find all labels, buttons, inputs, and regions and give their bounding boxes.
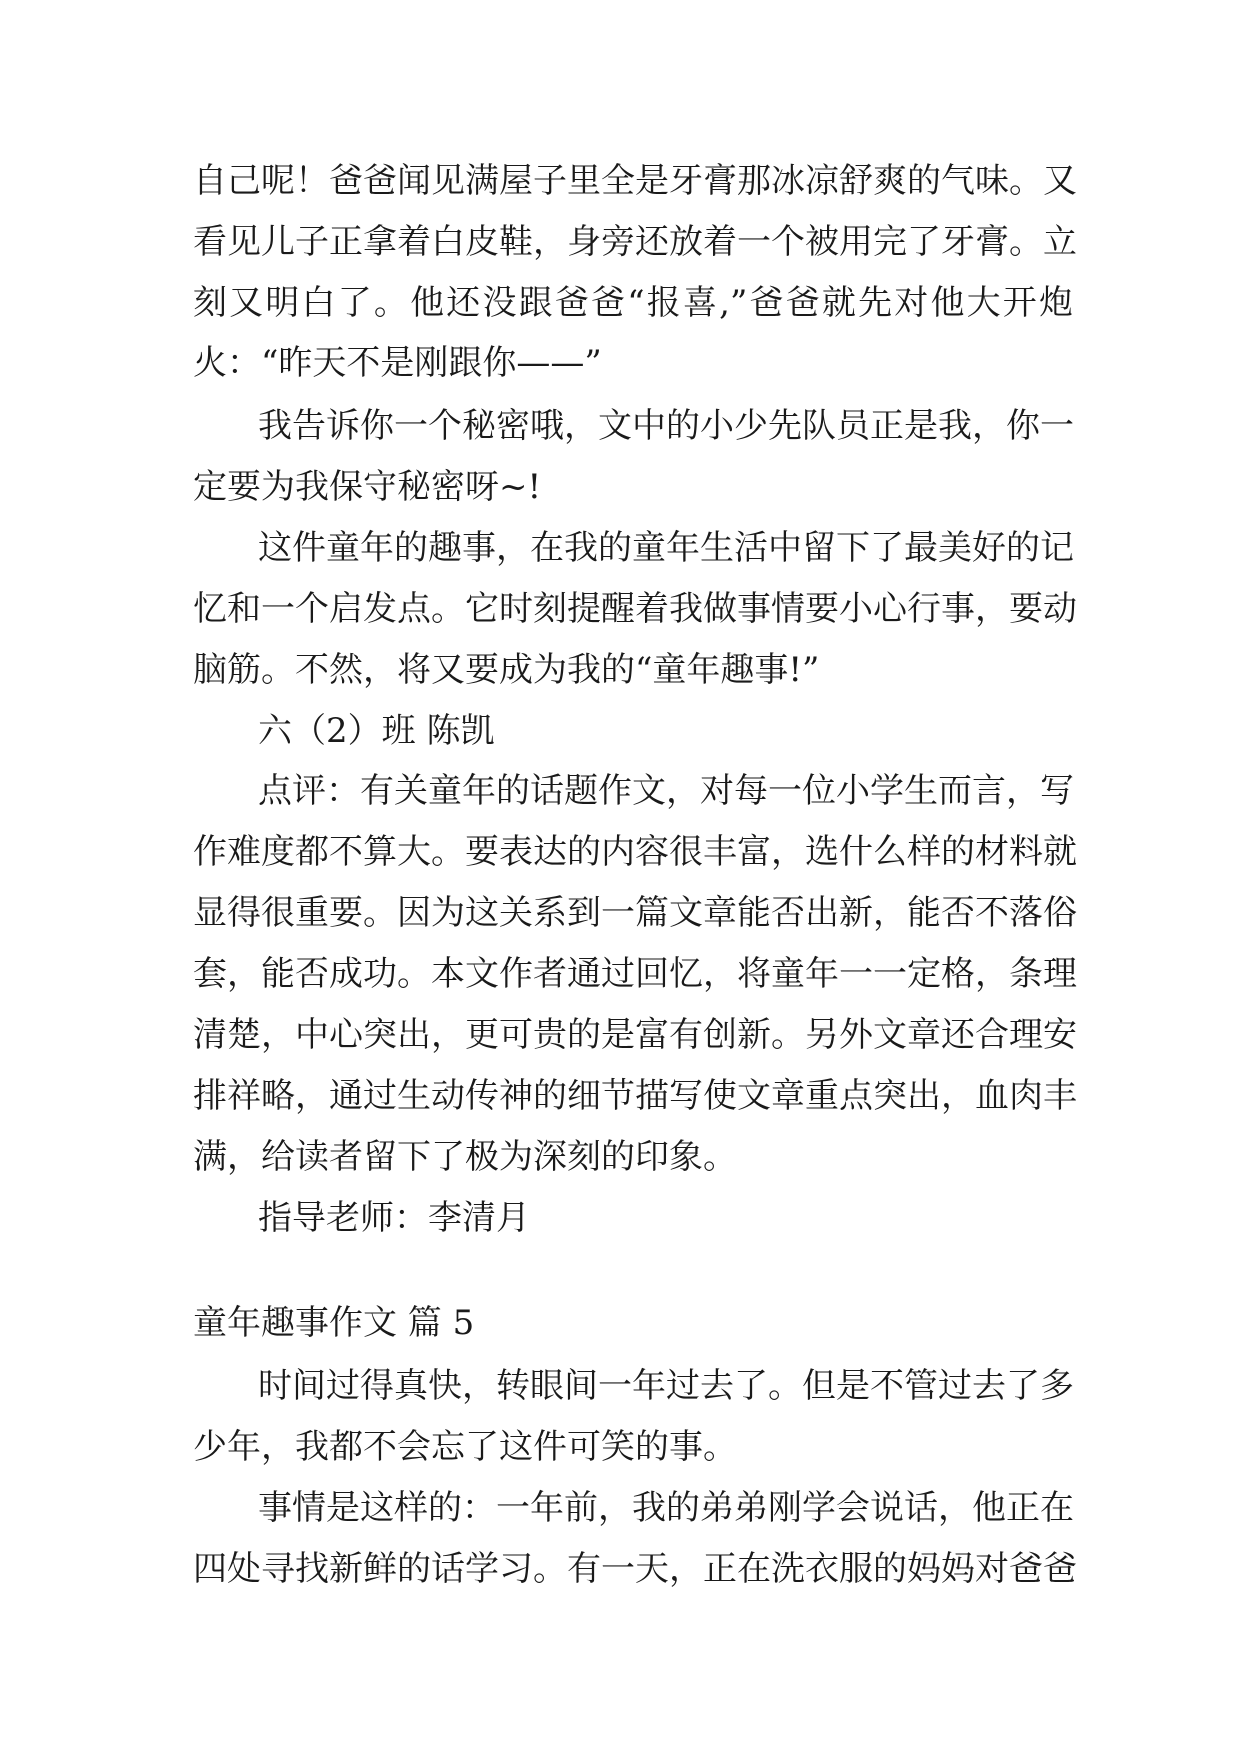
text-line: 作难度都不算大。要表达的内容很丰富，选什么样的材料就 — [193, 832, 1077, 872]
text-line: 忆和一个启发点。它时刻提醒着我做事情要小心行事，要动 — [193, 589, 1077, 629]
text-line: 点评：有关童年的话题作文，对每一位小学生而言，写 — [258, 771, 1074, 811]
text-line: 自己呢！爸爸闻见满屋子里全是牙膏那冰凉舒爽的气味。又 — [193, 161, 1077, 201]
text-line: 刻又明白了。他还没跟爸爸“报喜,”爸爸就先对他大开炮 — [193, 283, 1073, 323]
text-line: 少年，我都不会忘了这件可笑的事。 — [193, 1427, 737, 1467]
text-line: 清楚，中心突出，更可贵的是富有创新。另外文章还合理安 — [193, 1015, 1077, 1055]
text-line: 显得很重要。因为这关系到一篇文章能否出新，能否不落俗 — [193, 893, 1077, 933]
text-line: 这件童年的趣事，在我的童年生活中留下了最美好的记 — [258, 528, 1074, 568]
teacher-line: 指导老师：李清月 — [258, 1198, 530, 1238]
author-line: 六（2）班 陈凯 — [258, 711, 495, 751]
text-line: 事情是这样的：一年前，我的弟弟刚学会说话，他正在 — [258, 1488, 1074, 1528]
text-line: 脑筋。不然，将又要成为我的“童年趣事!” — [193, 650, 820, 690]
text-line: 时间过得真快，转眼间一年过去了。但是不管过去了多 — [258, 1366, 1074, 1406]
text-line: 套，能否成功。本文作者通过回忆，将童年一一定格，条理 — [193, 954, 1077, 994]
text-line: 火：“昨天不是刚跟你——” — [193, 343, 602, 383]
text-line: 看见儿子正拿着白皮鞋，身旁还放着一个被用完了牙膏。立 — [193, 222, 1077, 262]
section-heading: 童年趣事作文 篇 5 — [193, 1303, 475, 1343]
text-line: 四处寻找新鲜的话学习。有一天，正在洗衣服的妈妈对爸爸 — [193, 1549, 1077, 1589]
text-line: 定要为我保守秘密呀~! — [193, 467, 542, 507]
text-line: 排祥略，通过生动传神的细节描写使文章重点突出，血肉丰 — [193, 1076, 1077, 1116]
text-line: 我告诉你一个秘密哦，文中的小少先队员正是我，你一 — [258, 406, 1074, 446]
text-line: 满，给读者留下了极为深刻的印象。 — [193, 1137, 737, 1177]
